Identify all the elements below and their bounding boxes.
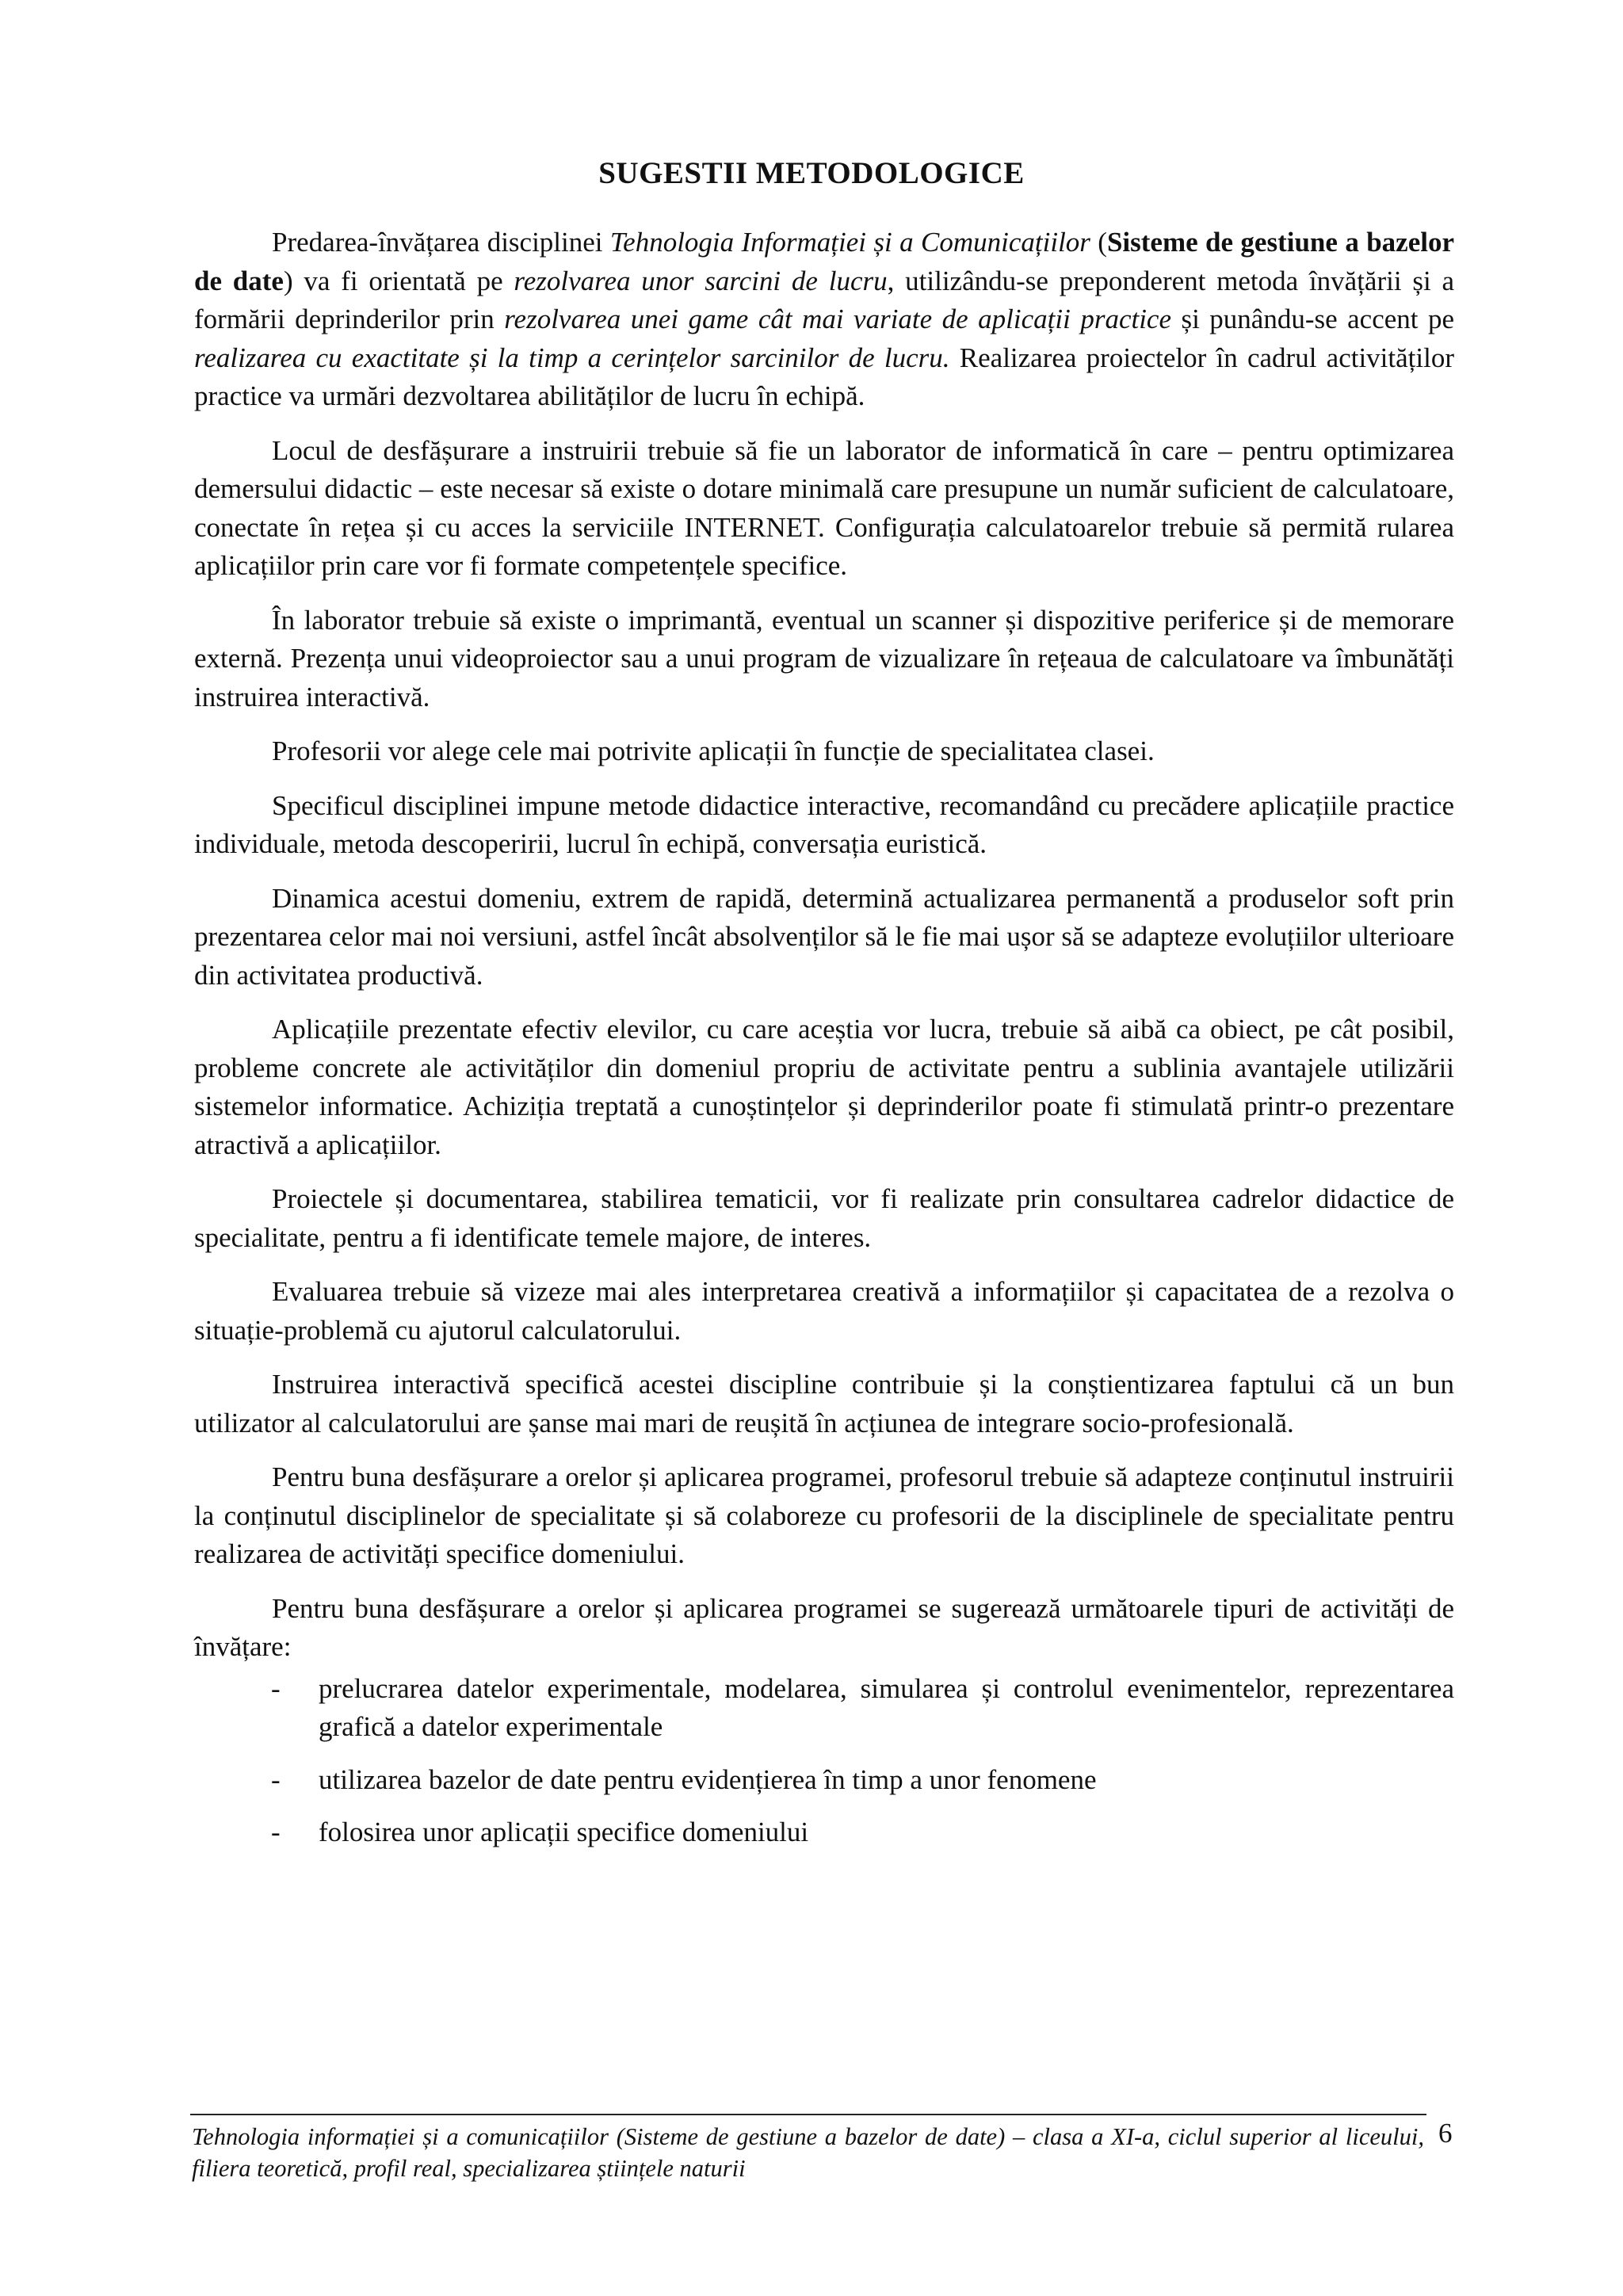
- paragraph-interactive: Instruirea interactivă specifică acestei discipline contribuie și la conștientizarea faptului că un bun utilizator al calculatorului are șanse mai mari de reușită în acțiunea de integrare socio-profesională.: [194, 1369, 1454, 1438]
- list-item: [194, 1670, 1454, 1747]
- list-dash: -: [271, 1672, 281, 1704]
- list-item: [194, 1761, 1454, 1800]
- intro-italic-applications: rezolvarea unei game cât mai variate de aplicații practice: [504, 304, 1171, 334]
- list-item-text: prelucrarea datelor experimentale, modelarea, simularea și controlul evenimentelor, reprezentarea grafică a datelor experimentale: [319, 1672, 1454, 1742]
- activity-list: [194, 1670, 1454, 1852]
- list-item-text: folosirea unor aplicații specifice domeniului: [319, 1817, 809, 1847]
- paragraph-methods: Specificul disciplinei impune metode didactice interactive, recomandând cu precădere aplicațiile practice individuale, metoda descoperirii, lucrul în echipă, conversația euristică.: [194, 789, 1454, 859]
- paragraph-intro: [194, 223, 1454, 416]
- footer-divider: [190, 2114, 1426, 2115]
- paragraph-teachers: Profesorii vor alege cele mai potrivite aplicații în funcție de specialitatea clasei.: [272, 735, 1155, 766]
- list-item: [194, 1813, 1454, 1852]
- paragraph-activities: Pentru buna desfășurare a orelor și aplicarea programei se sugerează următoarele tipuri de activități de învățare:: [194, 1592, 1454, 1662]
- paragraph-applications: Aplicațiile prezentate efectiv elevilor, cu care aceștia vor lucra, trebuie să aibă ca obiect, pe cât posibil, probleme concrete ale activităților din domeniul propriu de activitate pentru a sublinia avantajele utilizării sistemelor informatice. Achiziția treptată a cunoștințelor și deprinderilor poate fi stimulată printr-o prezentare atractivă a aplicațiilor.: [194, 1014, 1454, 1160]
- paragraph-evaluation: Evaluarea trebuie să vizeze mai ales interpretarea creativă a informațiilor și capacitatea de a rezolva o situație-problemă cu ajutorul calculatorului.: [194, 1276, 1454, 1346]
- intro-italic-tasks: rezolvarea unor sarcini de lucru: [514, 265, 888, 296]
- paragraph-content: Pentru buna desfășurare a orelor și aplicarea programei, profesorul trebuie să adapteze conținutul instruirii la conținutul disciplinelor de specialitate și să colaboreze cu profesorii de la disciplinele de specialitate pentru realizarea de activități specifice domeniului.: [194, 1461, 1454, 1569]
- intro-text-3: ) va fi orientată pe: [283, 265, 514, 296]
- intro-bold-module: Sisteme de gestiune a bazelor de date: [194, 227, 1455, 296]
- list-dash: -: [271, 1763, 281, 1795]
- document-body: [194, 223, 1454, 1866]
- paragraph-dynamics: Dinamica acestui domeniu, extrem de rapidă, determină actualizarea permanentă a produselor soft prin prezentarea celor mai noi versiuni, astfel încât absolvenților să le fie mai ușor să se adapteze evoluțiilor ulterioare din activitatea productivă.: [194, 882, 1454, 991]
- intro-text-2: (: [1090, 227, 1107, 258]
- footer-text: Tehnologia informației și a comunicațiilor (Sisteme de gestiune a bazelor de date) – clasa a XI-a, ciclul superior al liceului, filiera teoretică, profil real, specializarea științele naturii: [192, 2123, 1424, 2182]
- page-number: 6: [1438, 2118, 1453, 2149]
- intro-italic-requirements: realizarea cu exactitate și la timp a cerințelor sarcinilor de lucru.: [194, 342, 950, 373]
- paragraph-laboratory: Locul de desfășurare a instruirii trebuie să fie un laborator de informatică în care – pentru optimizarea demersului didactic – este necesar să existe o dotare minimală care presupune un număr suficient de calculatoare, conectate în rețea și cu acces la serviciile INTERNET. Configurația calculatoarelor trebuie să permită rularea aplicațiilor prin care vor fi formate competențele specifice.: [194, 434, 1454, 581]
- list-item-text: utilizarea bazelor de date pentru evidențierea în timp a unor fenomene: [319, 1763, 1097, 1795]
- intro-text-5: și punându-se accent pe: [1171, 304, 1455, 334]
- intro-text-6: Realizarea proiectelor în cadrul activităților practice va urmări dezvoltarea abilităților de lucru în echipă.: [194, 342, 1454, 411]
- page-title: SUGESTII METODOLOGICE: [598, 156, 1025, 190]
- paragraph-equipment: În laborator trebuie să existe o imprimantă, eventual un scanner și dispozitive periferice și de memorare externă. Prezența unui videoproiector sau a unui program de vizualizare în rețeaua de calculatoare va îmbunătăți instruirea interactivă.: [194, 604, 1454, 712]
- intro-italic-subject: Tehnologia Informației și a Comunicațiilor: [609, 227, 1090, 258]
- list-dash: -: [271, 1817, 281, 1847]
- intro-text-4: , utilizându-se preponderent metoda învățării și a formării deprinderilor prin: [194, 265, 1455, 334]
- intro-text-1: Predarea-învățarea disciplinei: [272, 227, 610, 258]
- paragraph-projects: Proiectele și documentarea, stabilirea tematicii, vor fi realizate prin consultarea cadrelor didactice de specialitate, pentru a fi identificate temele majore, de interes.: [194, 1183, 1454, 1253]
